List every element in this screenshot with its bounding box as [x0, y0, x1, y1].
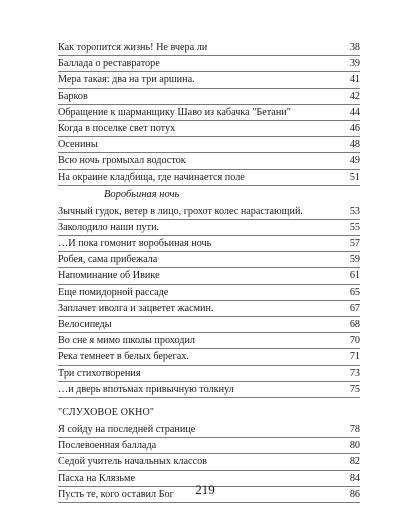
toc-entry-page: 49 [349, 155, 360, 167]
toc-entry [58, 333, 360, 349]
toc-entry-page: 48 [349, 139, 360, 151]
toc-entry [58, 422, 360, 438]
toc-entry-title: Всю ночь громыхал водосток [58, 155, 186, 167]
toc-entry-title: Во сне я мимо школы проходил [58, 335, 196, 347]
toc-entry [58, 204, 360, 220]
toc-entry-page: 86 [349, 488, 360, 500]
toc-entry [58, 366, 360, 382]
toc-entry-page: 42 [349, 90, 360, 102]
toc-entry-page: 51 [349, 171, 360, 183]
toc-entry-page: 38 [349, 42, 360, 53]
toc-entry-title: Заплачет иволга и зацветет жасмин. [58, 302, 214, 314]
table-of-contents [58, 40, 360, 503]
toc-entry [58, 301, 360, 317]
toc-entry-title: Баллада о реставраторе [58, 58, 160, 70]
page-number: 219 [195, 482, 215, 497]
toc-entry-title: Осенины [58, 139, 98, 151]
toc-entry [58, 40, 360, 56]
toc-entry-title: …И пока гомонит воробьиная ночь [58, 238, 212, 250]
toc-entry-page: 53 [349, 205, 360, 217]
toc-entry-title: Река темнеет в белых берегах. [58, 351, 189, 363]
toc-entry-page: 67 [349, 302, 360, 314]
toc-entry-title: Зычный гудок, ветер в лицо, грохот колес нарастающий. [58, 205, 303, 217]
toc-entry-page: 59 [349, 254, 360, 266]
toc-entry-title: Велосипеды [58, 319, 112, 330]
toc-entry [58, 252, 360, 268]
toc-entry-title: Пусть те, кого оставил Бог [58, 488, 174, 500]
toc-entry-title: Седой учитель начальных классов [58, 456, 207, 468]
toc-group-1 [58, 40, 360, 186]
toc-entry-title: Обращение к шарманщику Шаво из кабачка "Бетани" [58, 106, 291, 118]
toc-entry-title: Как торопится жизнь! Не вчера ли [58, 42, 208, 53]
section-title-vorobinaya-noch: Воробьиная ночь [104, 188, 180, 200]
section-title-slukhovoe-okno: "СЛУХОВОЕ ОКНО" [58, 406, 155, 418]
toc-entry-page: 39 [349, 58, 360, 70]
toc-entry [58, 438, 360, 454]
toc-entry-title: Мера такая: два на три аршина. [58, 74, 195, 86]
toc-entry-page: 80 [349, 440, 360, 452]
toc-entry-title: Робея, сама прибежала [58, 254, 158, 266]
toc-entry [58, 72, 360, 88]
toc-entry-title: На окраине кладбища, где начинается поле [58, 171, 245, 183]
toc-entry [58, 137, 360, 153]
toc-entry [58, 382, 360, 398]
toc-entry [58, 170, 360, 186]
toc-entry [58, 236, 360, 252]
toc-entry-title: Пасха на Клязьме [58, 472, 136, 484]
toc-entry [58, 153, 360, 169]
toc-entry-page: 70 [349, 335, 360, 347]
toc-entry-page: 78 [349, 423, 360, 435]
toc-entry-page: 41 [349, 74, 360, 86]
toc-entry-page: 55 [349, 221, 360, 233]
toc-entry [58, 121, 360, 137]
toc-entry-title: Три стихотворения [58, 367, 141, 379]
toc-entry-title: Барков [58, 90, 88, 102]
toc-entry-page: 61 [349, 270, 360, 282]
toc-entry-title: Когда в поселке свет потух [58, 122, 176, 134]
toc-entry [58, 454, 360, 470]
toc-entry-title: Заколодило наши пути. [58, 221, 160, 233]
toc-entry-title: Еще помидорной рассаде [58, 286, 169, 298]
toc-entry [58, 317, 360, 333]
toc-entry [58, 89, 360, 105]
toc-entry-page: 71 [349, 351, 360, 363]
toc-entry-title: …и дверь впотьмах привычную толкнул [58, 383, 234, 395]
toc-entry-page: 46 [349, 122, 360, 134]
toc-entry-page: 65 [349, 286, 360, 298]
toc-entry-title: Послевоенная баллада [58, 440, 157, 452]
toc-entry-page: 44 [349, 106, 360, 118]
toc-entry-page: 73 [349, 367, 360, 379]
toc-entry-page: 84 [349, 472, 360, 484]
toc-entry [58, 220, 360, 236]
toc-entry [58, 56, 360, 72]
toc-entry-page: 57 [349, 238, 360, 250]
toc-entry-title: Напоминание об Ивике [58, 270, 160, 282]
toc-entry [58, 285, 360, 301]
toc-entry [58, 349, 360, 365]
toc-entry [58, 268, 360, 284]
toc-entry-page: 75 [349, 383, 360, 395]
toc-entry-page: 82 [349, 456, 360, 468]
toc-group-2 [58, 204, 360, 398]
toc-entry-title: Я сойду на последней странице [58, 423, 196, 435]
toc-entry-page: 68 [349, 319, 360, 330]
toc-entry [58, 105, 360, 121]
